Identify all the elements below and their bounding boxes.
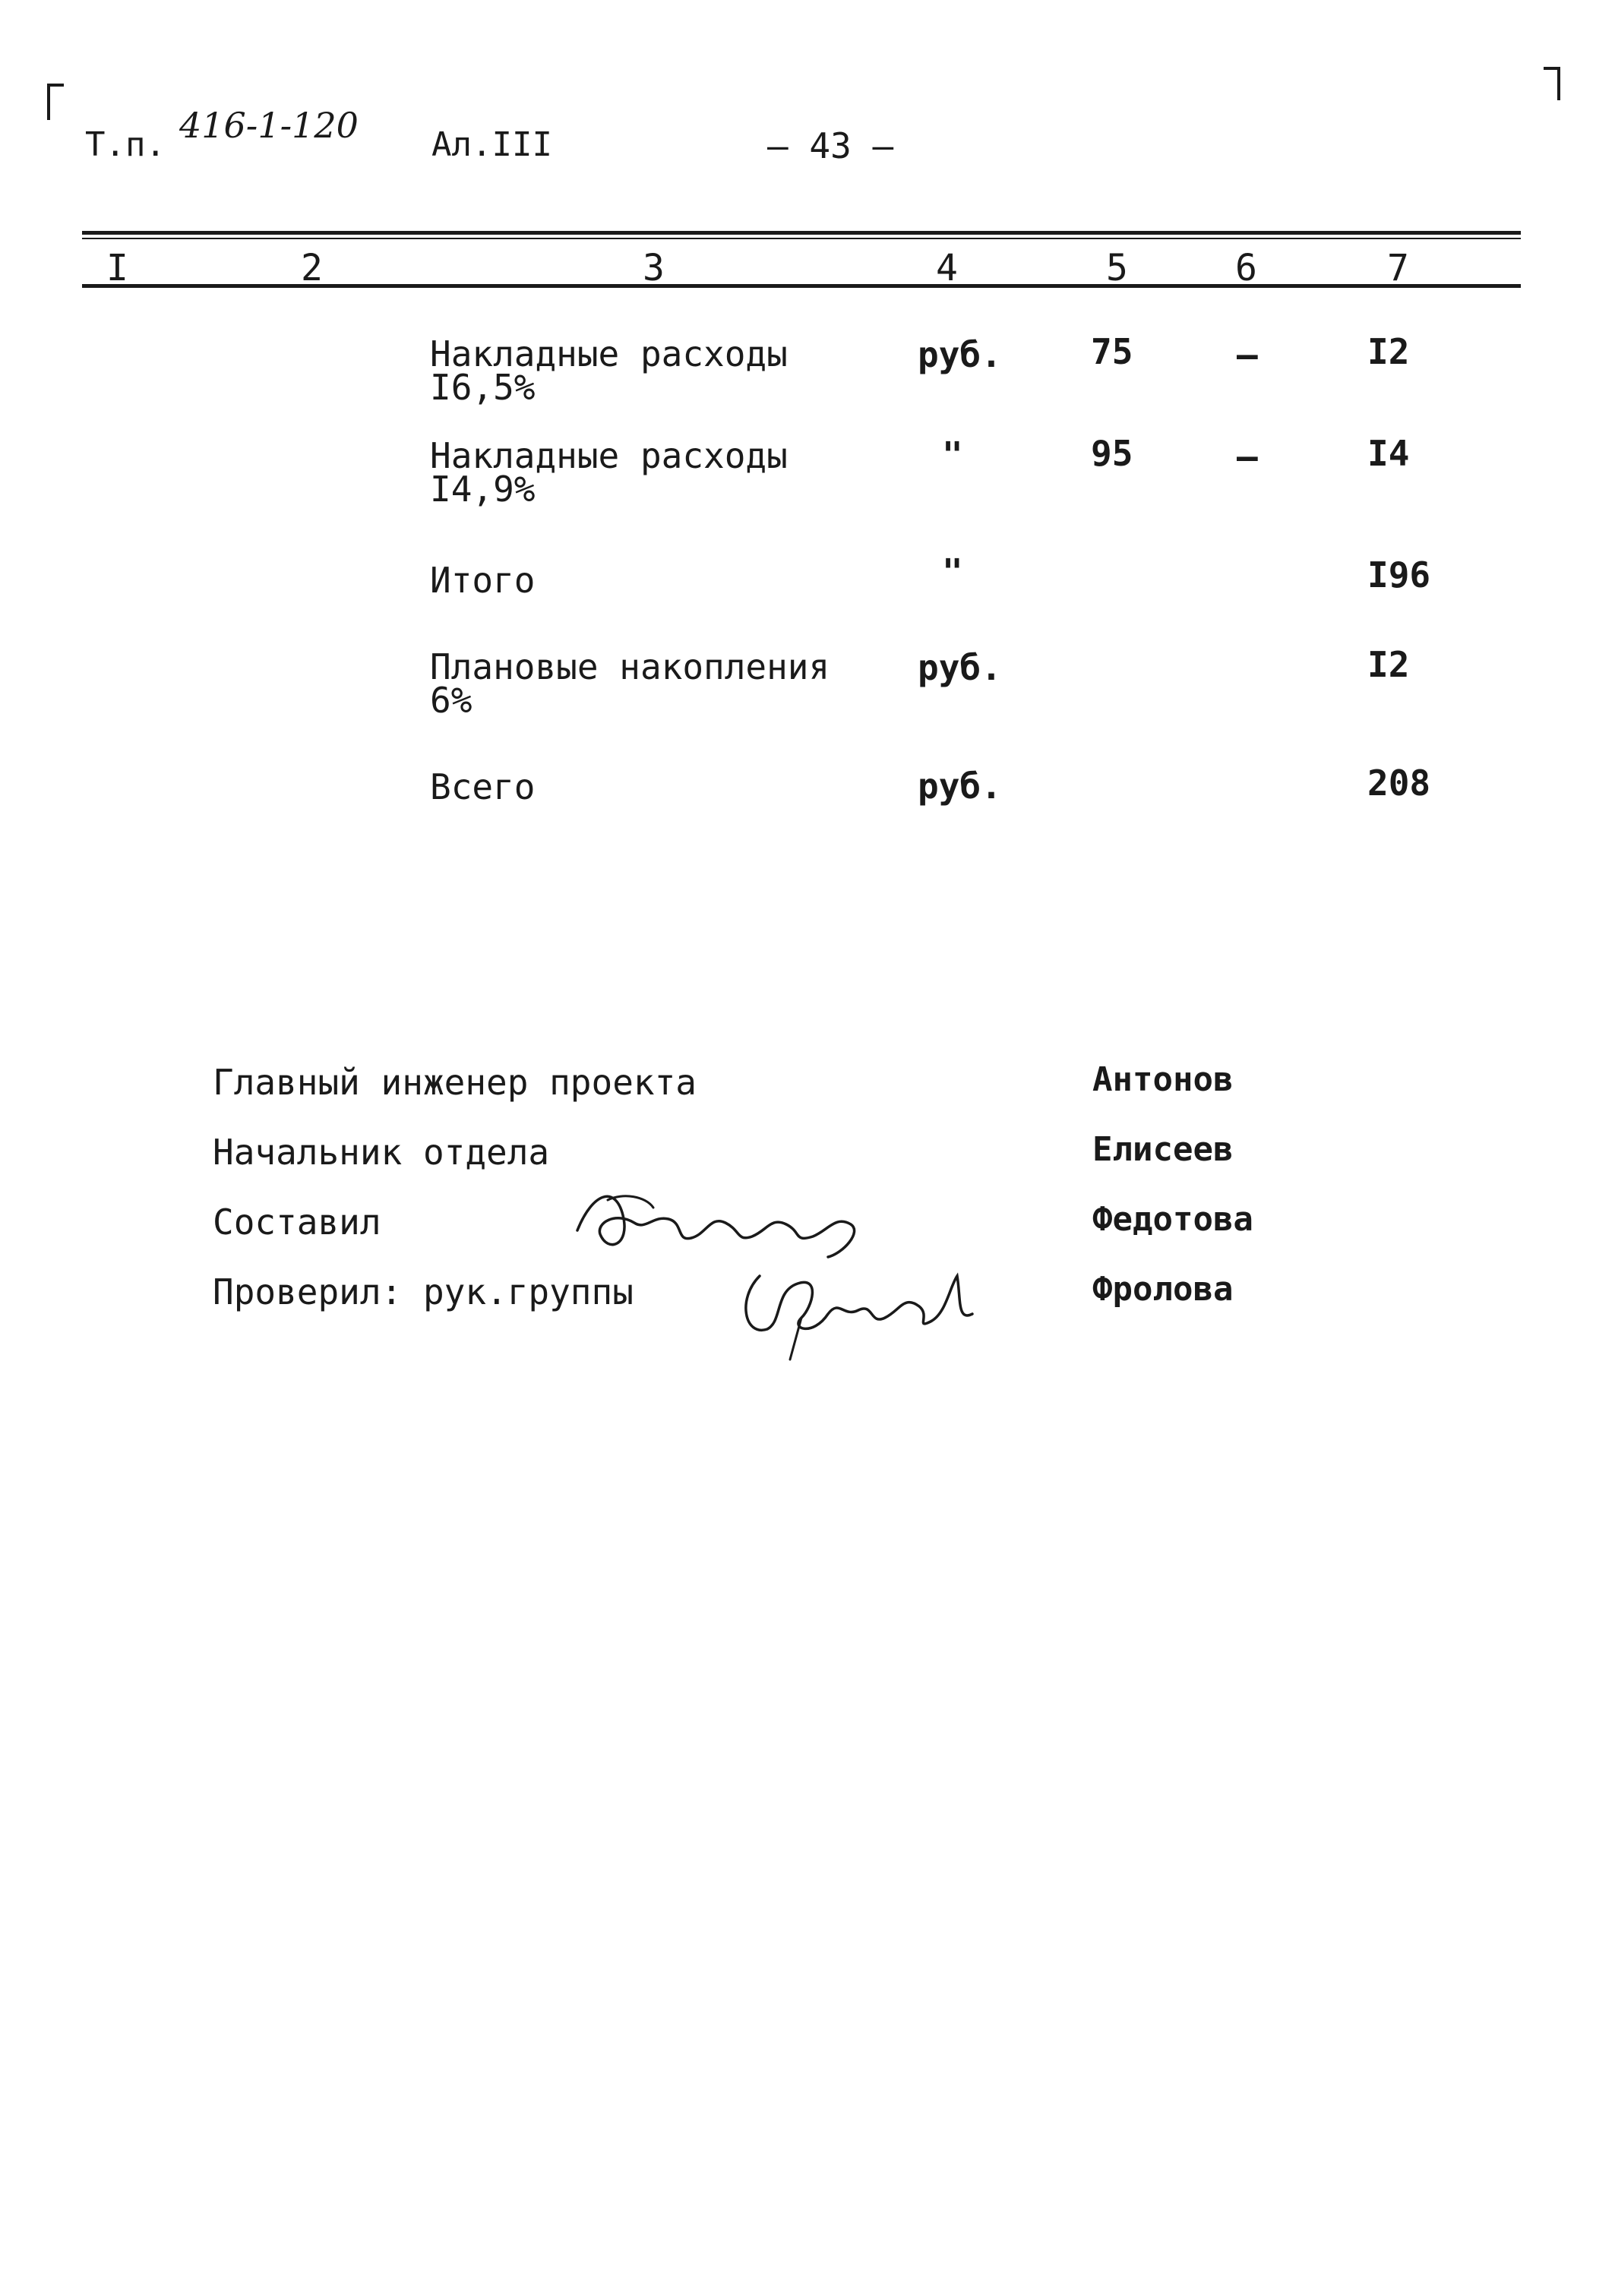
col-number-5: 5: [1106, 247, 1128, 289]
signature-name: Елисеев: [1092, 1130, 1234, 1169]
row-col7: I4: [1367, 433, 1410, 474]
signature-role: Начальник отдела: [213, 1132, 550, 1173]
signature-name: Фролова: [1092, 1270, 1234, 1309]
row-name: Накладные расходы: [430, 333, 788, 374]
col-number-4: 4: [936, 247, 958, 289]
row-name: Накладные расходы: [430, 435, 788, 476]
row-col7: I96: [1367, 554, 1431, 595]
row-rate: I6,5%: [430, 367, 536, 408]
signature-role: Главный инженер проекта: [213, 1062, 697, 1103]
row-unit: ": [942, 434, 963, 475]
row-unit: ": [942, 551, 963, 592]
col-number-3: 3: [643, 247, 665, 289]
row-col7: I2: [1367, 644, 1410, 685]
corner-mark-left: [47, 84, 50, 120]
tp-number: 416-1-120: [179, 105, 359, 146]
signature-name: Федотова: [1092, 1200, 1253, 1239]
row-unit: руб.: [918, 766, 1002, 807]
page-number: – 43 –: [767, 125, 894, 166]
col-number-2: 2: [301, 247, 323, 289]
table-top-rule: [82, 231, 1521, 235]
table-header-rule: [82, 284, 1521, 288]
corner-mark-right-top: [1544, 67, 1560, 70]
row-col7: I2: [1367, 331, 1410, 372]
corner-mark-left-top: [47, 84, 64, 87]
row-rate: I4,9%: [430, 469, 536, 510]
row-rate: 6%: [430, 680, 472, 721]
row-col5: 95: [1091, 433, 1133, 474]
corner-mark-right: [1557, 67, 1560, 100]
album-label: Ал.III: [431, 125, 552, 164]
table-top-rule-thin: [82, 238, 1521, 239]
tp-label: Т.п.: [85, 125, 166, 164]
col-number-6: 6: [1235, 247, 1257, 289]
signature-role: Составил: [213, 1202, 381, 1243]
signature-name: Антонов: [1092, 1060, 1234, 1099]
row-col6: –: [1237, 334, 1258, 375]
row-col5: 75: [1091, 331, 1133, 372]
row-name: Плановые накопления: [430, 646, 830, 687]
row-unit: руб.: [918, 647, 1002, 688]
row-unit: руб.: [918, 334, 1002, 375]
handwritten-signature-2: [729, 1246, 1003, 1367]
col-number-7: 7: [1387, 247, 1409, 289]
row-col6: –: [1237, 436, 1258, 477]
signature-role: Проверил: рук.группы: [213, 1271, 634, 1312]
col-number-1: I: [106, 247, 128, 289]
row-name: Итого: [430, 560, 536, 601]
row-name: Всего: [430, 766, 536, 807]
row-col7: 208: [1367, 763, 1431, 804]
